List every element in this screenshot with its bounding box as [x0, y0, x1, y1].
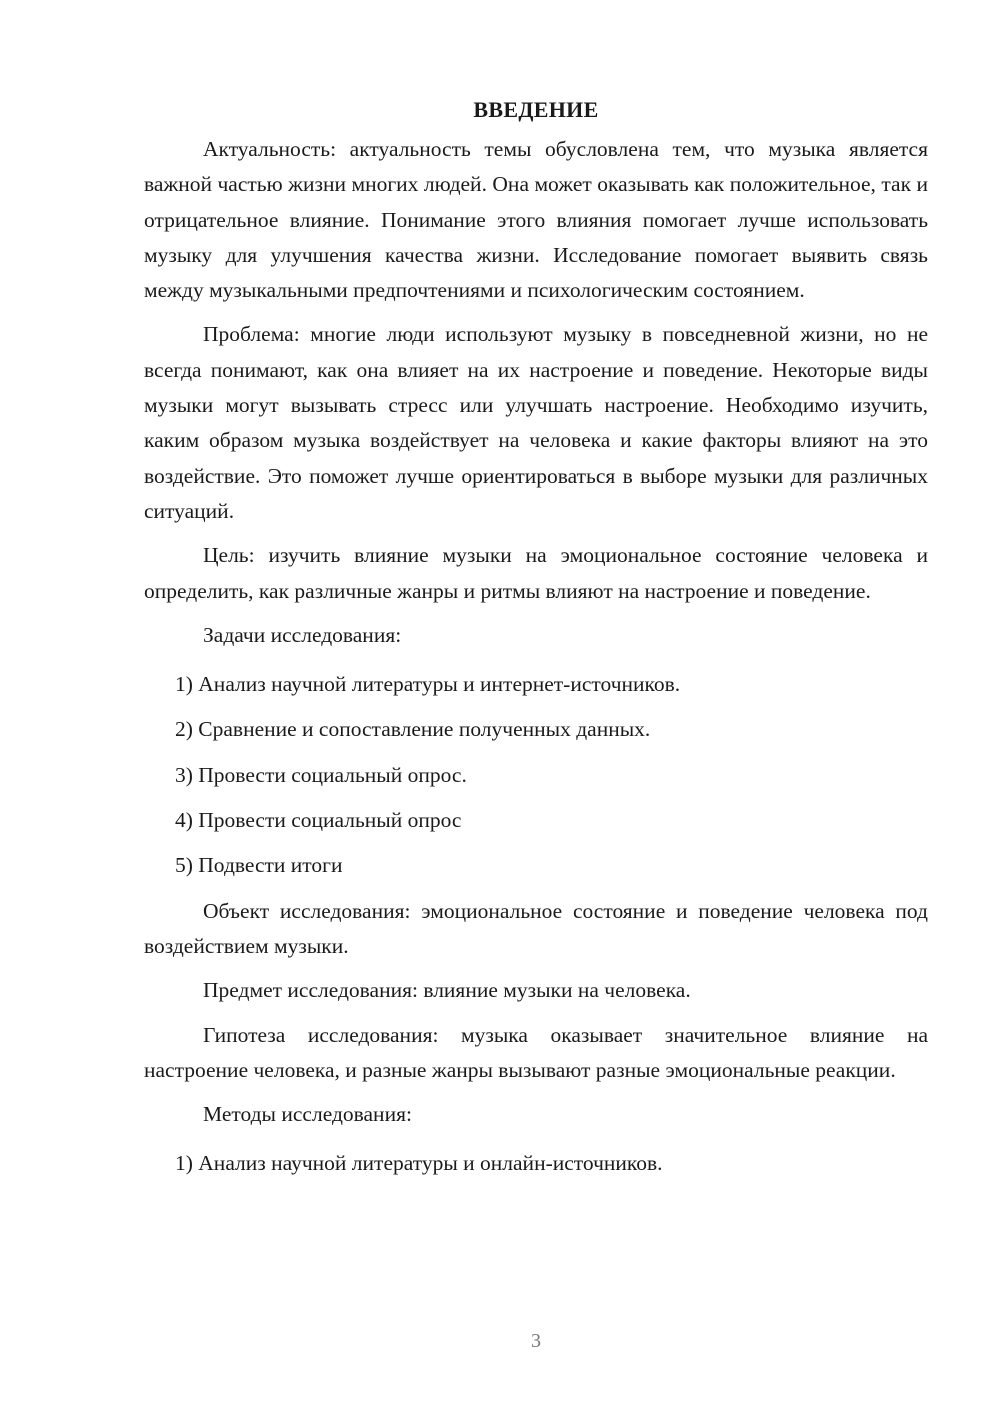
relevance-paragraph: Актуальность: актуальность темы обусловлена тем, что музыка является важной частью жизни многих людей. Она может оказывать как положительное, так и отрицательное влияние. Понимание этого влияния помогает лучше использовать музыку для улучшения качества жизни. Исследование помогает выявить связь между музыкальными предпочтениями и психологическим состоянием.	[144, 137, 928, 303]
object-paragraph: Объект исследования: эмоциональное состояние и поведение человека под воздействием музыки.	[144, 898, 928, 958]
hypothesis-paragraph: Гипотеза исследования: музыка оказывает значительное влияние на настроение человека, и разные жанры вызывают разные эмоциональные реакции.	[144, 1022, 928, 1082]
subject-paragraph: Предмет исследования: влияние музыки на человека.	[203, 978, 691, 1003]
list-item: 3) Провести социальный опрос.	[175, 762, 467, 787]
methods-list	[144, 1146, 928, 1181]
page-number: 3	[531, 1330, 541, 1352]
document-page	[144, 92, 928, 1192]
list-item: 4) Провести социальный опрос	[175, 808, 462, 833]
list-item: 2) Сравнение и сопоставление полученных данных.	[175, 717, 651, 742]
list-item: 1) Анализ научной литературы и интернет-источников.	[175, 672, 681, 697]
page-title: ВВЕДЕНИЕ	[473, 97, 599, 122]
methods-heading: Методы исследования:	[203, 1102, 412, 1127]
list-item: 5) Подвести итоги	[175, 853, 343, 878]
tasks-list	[144, 667, 928, 883]
goal-paragraph: Цель: изучить влияние музыки на эмоциональное состояние человека и определить, как различные жанры и ритмы влияют на настроение и поведение.	[144, 543, 928, 603]
tasks-heading: Задачи исследования:	[203, 622, 402, 647]
list-item: 1) Анализ научной литературы и онлайн-источников.	[175, 1151, 663, 1176]
problem-paragraph: Проблема: многие люди используют музыку в повседневной жизни, но не всегда понимают, как она влияет на их настроение и поведение. Некоторые виды музыки могут вызывать стресс или улучшать настроение. Необходимо изучить, каким образом музыка воздействует на человека и какие факторы влияют на это воздействие. Это поможет лучше ориентироваться в выборе музыки для различных ситуаций.	[144, 322, 928, 523]
